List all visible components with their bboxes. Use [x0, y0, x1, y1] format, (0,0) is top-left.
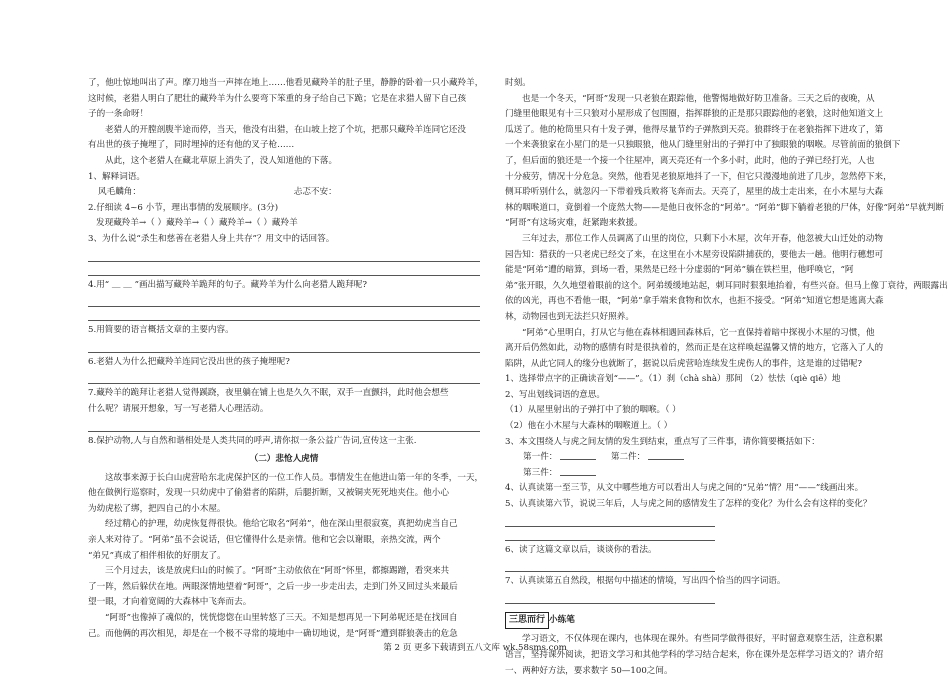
story-line: 陷阱，从此它同人的缘分也就断了，据说以后虎营哈连续发生虎伤人的事件，这是谁的过错呢?: [505, 358, 862, 369]
story-line: 经过精心的护理，幼虎恢复得很快。他给它取名“阿弟”，他在深山里很寂寞，真把幼虎当自己: [105, 519, 458, 530]
event-1-label: 第一件：: [523, 452, 558, 463]
story-line: “阿弟”心里明白，打从它与他在森林相遇回森林后，它一直保持着暗中探视小木屋的习惯，他: [522, 327, 875, 338]
seq-2: ）藏羚羊→（: [157, 218, 208, 229]
practice-line: 语言，坚持课外阅读，把语文学习和其他学科的学习结合起来，你在课外是怎样学习语文的？请介绍: [505, 650, 884, 660]
intro-line: 子的一条命呀！: [88, 109, 149, 120]
practice-line: 一、两种好方法，要求数字 50—100之间。: [505, 665, 673, 676]
seq-4: ）藏羚羊: [263, 218, 298, 229]
left-column: [88, 76, 484, 642]
event-2-label: 第二件：: [610, 452, 646, 463]
seq-1: 发现藏羚羊→（: [96, 218, 155, 229]
story-line: 门缝里他眼见有十三只狼对小屋形成了包围圈，指挥群狼的正是那只跟踪他的老狼，这时他知道文上: [505, 109, 884, 120]
question-3: 3、本文围绕人与虎之间友情的发生到结束，重点写了三件事，请你简要概括如下：: [505, 436, 820, 447]
question-3: 3、为什么说“杀生和慈善在老猎人身上共存”？用文中的话回答。: [88, 233, 335, 244]
answer-line[interactable]: [88, 310, 480, 321]
practice-line: 学习语文，不仅体现在课内，也体现在课外。有些同学做得很好，平时留意观察生活，注意积累: [522, 634, 883, 645]
answer-line[interactable]: [88, 251, 480, 262]
story-line: 这故事来源于长白山虎营哈东北虎保护区的一位工作人员。事情发生在他进山第一年的冬季，一天，: [105, 472, 484, 483]
intro-line: 老猎人的开膛剖腹半途而停，当天，他没有出猎，在山坡上挖了个坑，把那只藏羚羊连同它还没: [105, 124, 466, 135]
intro-line: 从此，这个老猎人在藏北草原上消失了，没人知道他的下落。: [105, 155, 338, 166]
story-line: 园告知：猎获的一只老虎已经交了来，在这里在小木屋旁设陷阱捕获的，要他去一趟。他明行穗想可: [505, 249, 884, 260]
question-7: 7.藏羚羊的跪拜让老猎人觉得蹊跷，夜里躺在铺上也是久久不眠，双手一直颤抖，此时他会想些: [88, 388, 449, 399]
question-6: 6.老猎人为什么把藏羚羊连同它没出世的孩子掩埋呢?: [88, 356, 290, 367]
answer-line[interactable]: [88, 296, 480, 307]
story-line: 依的凶光，再也不看他一眼，“阿弟”拿手端来食物和饮水，也拒不接受。“阿弟”知道它想是逃离大森: [505, 296, 884, 307]
seq-3: ）藏羚羊→（: [210, 218, 261, 229]
question-4: 4、认真读第一至三节，从文中哪些地方可以看出人与虎之间的“兄弟”情？用“——”线画出来。: [505, 483, 864, 494]
question-5: 5.用简要的语言概括文章的主要内容。: [88, 325, 234, 336]
practice-badge-suffix: 小练笔: [549, 614, 575, 625]
story-line: “阿哥”有这场灾难，赶紧跑来救援。: [505, 218, 643, 229]
story-line: 十分疲劳，情况十分危急。突然，他看见老狼原地抖了一下，但它只漫漫地前进了几步，忽然停下来，: [505, 171, 892, 182]
question-2: 2.仔细读 4~6 小节，理出事情的发展顺序。(3分): [88, 202, 279, 213]
question-2: 2、写出划线词语的意思。: [505, 389, 605, 400]
question-1: 1、选择带点字的正确读音划“——”。（1）刹（chà shà）那间 （2）怯怯（qiè qiē）地: [505, 374, 841, 385]
story-line: 瓜送了。他的枪筒里只有十发子弹，他得尽量节约子弹熬到天亮。狼群终于在老狼指挥下进攻了，第: [505, 124, 884, 135]
practice-heading: [505, 606, 877, 633]
event-3-label: 第三件：: [523, 467, 558, 478]
event-row: [505, 450, 877, 466]
intro-line: 有出世的孩子掩埋了，同时埋掉的还有他的叉子枪……: [88, 140, 295, 151]
story-line: 亲人来对待了。“阿弟”虽不会说话，但它懂得什么是亲情。他和它会以谢眼，亲热交流，两个: [88, 535, 441, 546]
story-line: 望一眼，才向着宽阔的大森林中飞奔而去。: [88, 597, 252, 608]
question-1: 1、解释词语。: [88, 171, 146, 182]
word-1: 风毛麟角：: [98, 187, 141, 198]
word-2: 忐忑不安：: [293, 187, 337, 198]
question-7-cont: 什么呢？请展开想象，写一写老猎人心理活动。: [88, 403, 269, 414]
intro-line: 了，他吐惊地叫出了声。摩刀地当一声摔在地上……他看见藏羚羊的肚子里，静静的卧着一只小藏羚羊，: [88, 78, 484, 88]
event-row: [505, 466, 877, 482]
story-line: 三个月过去，该是放虎归山的时候了。“阿哥”主动依依在“阿哥”怀里，都擦踢蹭，看突来共: [105, 566, 450, 577]
answer-line[interactable]: [505, 561, 715, 572]
story-line: 林的咽喉道口，竟倒着一个庞然大物——是他日夜怀念的“阿弟”。“阿弟”脚下躺着老狼的尸体，好像“阿弟”早就判断: [505, 202, 944, 213]
right-column: [505, 76, 948, 679]
page-footer: 第 2 页 更多下载请到五八文库 wk.58sms.com: [383, 643, 567, 653]
story-line: 了，但后面的狼还是一个接一个往屋冲，离天亮还有一个多小时，此时，他的子弹已经打光，人也: [505, 155, 875, 166]
story-line: 林，动物园也到无法拦只好照养。: [505, 311, 634, 322]
question-8: 8.保护动物,人与自然和谐相处是人类共同的呼声,请你拟一条公益广告词,宣传这一主张.: [88, 435, 417, 446]
practice-badge: 三思而行: [505, 612, 549, 630]
story-line: “阿哥”也像掉了魂似的，恍恍惚惚在山里转悠了三天。不知是想再见一下阿弟呢还是在找回自: [105, 613, 458, 624]
question-5: 5、认真读第六节，说说三年后，人与虎之间的感情发生了怎样的变化？为什么会有这样的变化？: [505, 499, 872, 510]
answer-line[interactable]: [505, 593, 715, 604]
story-cont: 时刻。: [505, 78, 531, 88]
story-line: 弟”张开眼，久久地望着眼前的这个。阿弟缓缓地站起，刺耳同时狠狠地抬着，有些兴奋。但马上像丁衰待，两眼露出: [505, 280, 948, 291]
event-1-blank[interactable]: [560, 451, 596, 460]
intro-line: 这时候，老猎人明白了肥壮的藏羚羊为什么要弯下笨重的身子给自己下跪；它是在求猎人留下自己孩: [88, 93, 467, 104]
story-line: 侧耳聆听别什么，就忽闪一下带着残兵败将飞奔而去。天亮了，屋里的战士走出来，在小木屋与大森: [505, 187, 884, 198]
story-line: 一个来袭狼家在小屋门的是一只独眼狼，他从门缝里射出的子弹打中了独眼狼的咽喉。尽管前面的狼倒下: [505, 140, 901, 151]
story-line: 也是一个冬天，“阿哥”发现一只老狼在跟踪他，他警惕地做好防卫准备。三天之后的夜晚，从: [522, 93, 875, 104]
story-line: 己。而他俩的再次相见，却是在一个极不寻常的境地中一确切地说，是“阿哥”遭到群狼袭击的危急: [88, 628, 458, 639]
story-line: “弟兄”真成了相伴相依的好朋友了。: [88, 550, 226, 561]
question-4: 4.用“ ＿ ＿ ”画出描写藏羚羊跪拜的句子。藏羚羊为什么向老猎人跪拜呢?: [88, 279, 368, 290]
story-line: 能是“阿弟”遭的暗算，到场一看，果然是已经十分虚弱的“阿弟”躺在铁栏里，他呼唤它，“阿: [505, 265, 854, 276]
answer-line[interactable]: [88, 342, 480, 353]
answer-line[interactable]: [88, 421, 480, 432]
story-line: 了一阵，然后躲伏在地。两眼深情地望着“阿哥”，之后一步一步走出去，走到门外又回过头来最后: [88, 581, 458, 592]
section-title: （二）悲怆人虎情: [249, 454, 319, 465]
question-2-sequence: [88, 216, 480, 232]
question-1-words: [88, 185, 480, 201]
question-6: 6、读了这篇文章以后，谈谈你的看法。: [505, 544, 657, 555]
story-line: 他在做例行巡察时，发现一只幼虎中了偷猎者的陷阱，后腿折断，又被铜夹死死地夹住。他小心: [88, 488, 449, 499]
answer-line[interactable]: [505, 530, 715, 541]
story-line: 为幼虎松了绑，把四自己的小木屋。: [88, 503, 226, 514]
answer-line[interactable]: [505, 516, 715, 527]
answer-line[interactable]: [88, 265, 480, 276]
event-3-blank[interactable]: [560, 467, 596, 476]
event-2-blank[interactable]: [648, 451, 684, 460]
story-line: 离开后仍然如此，动物的感情有时是很执着的，然而正是在这样唤起温馨又情的地方，它落入了人的: [505, 343, 884, 354]
question-2-sub: （1）从屋里射出的子弹打中了狼的咽喉。（ ）: [505, 405, 681, 416]
question-7: 7、认真读第五自然段，根据句中描述的情境，写出四个恰当的四字词语。: [505, 576, 786, 587]
answer-line[interactable]: [88, 373, 480, 384]
question-2-sub: （2）他在小木屋与大森林的咽喉道上。（ ）: [505, 421, 673, 432]
story-line: 三年过去，那位工作人员调离了山里的岗位，只剩下小木屋，次年开春，他忽被大山迁处的动物: [522, 233, 883, 244]
